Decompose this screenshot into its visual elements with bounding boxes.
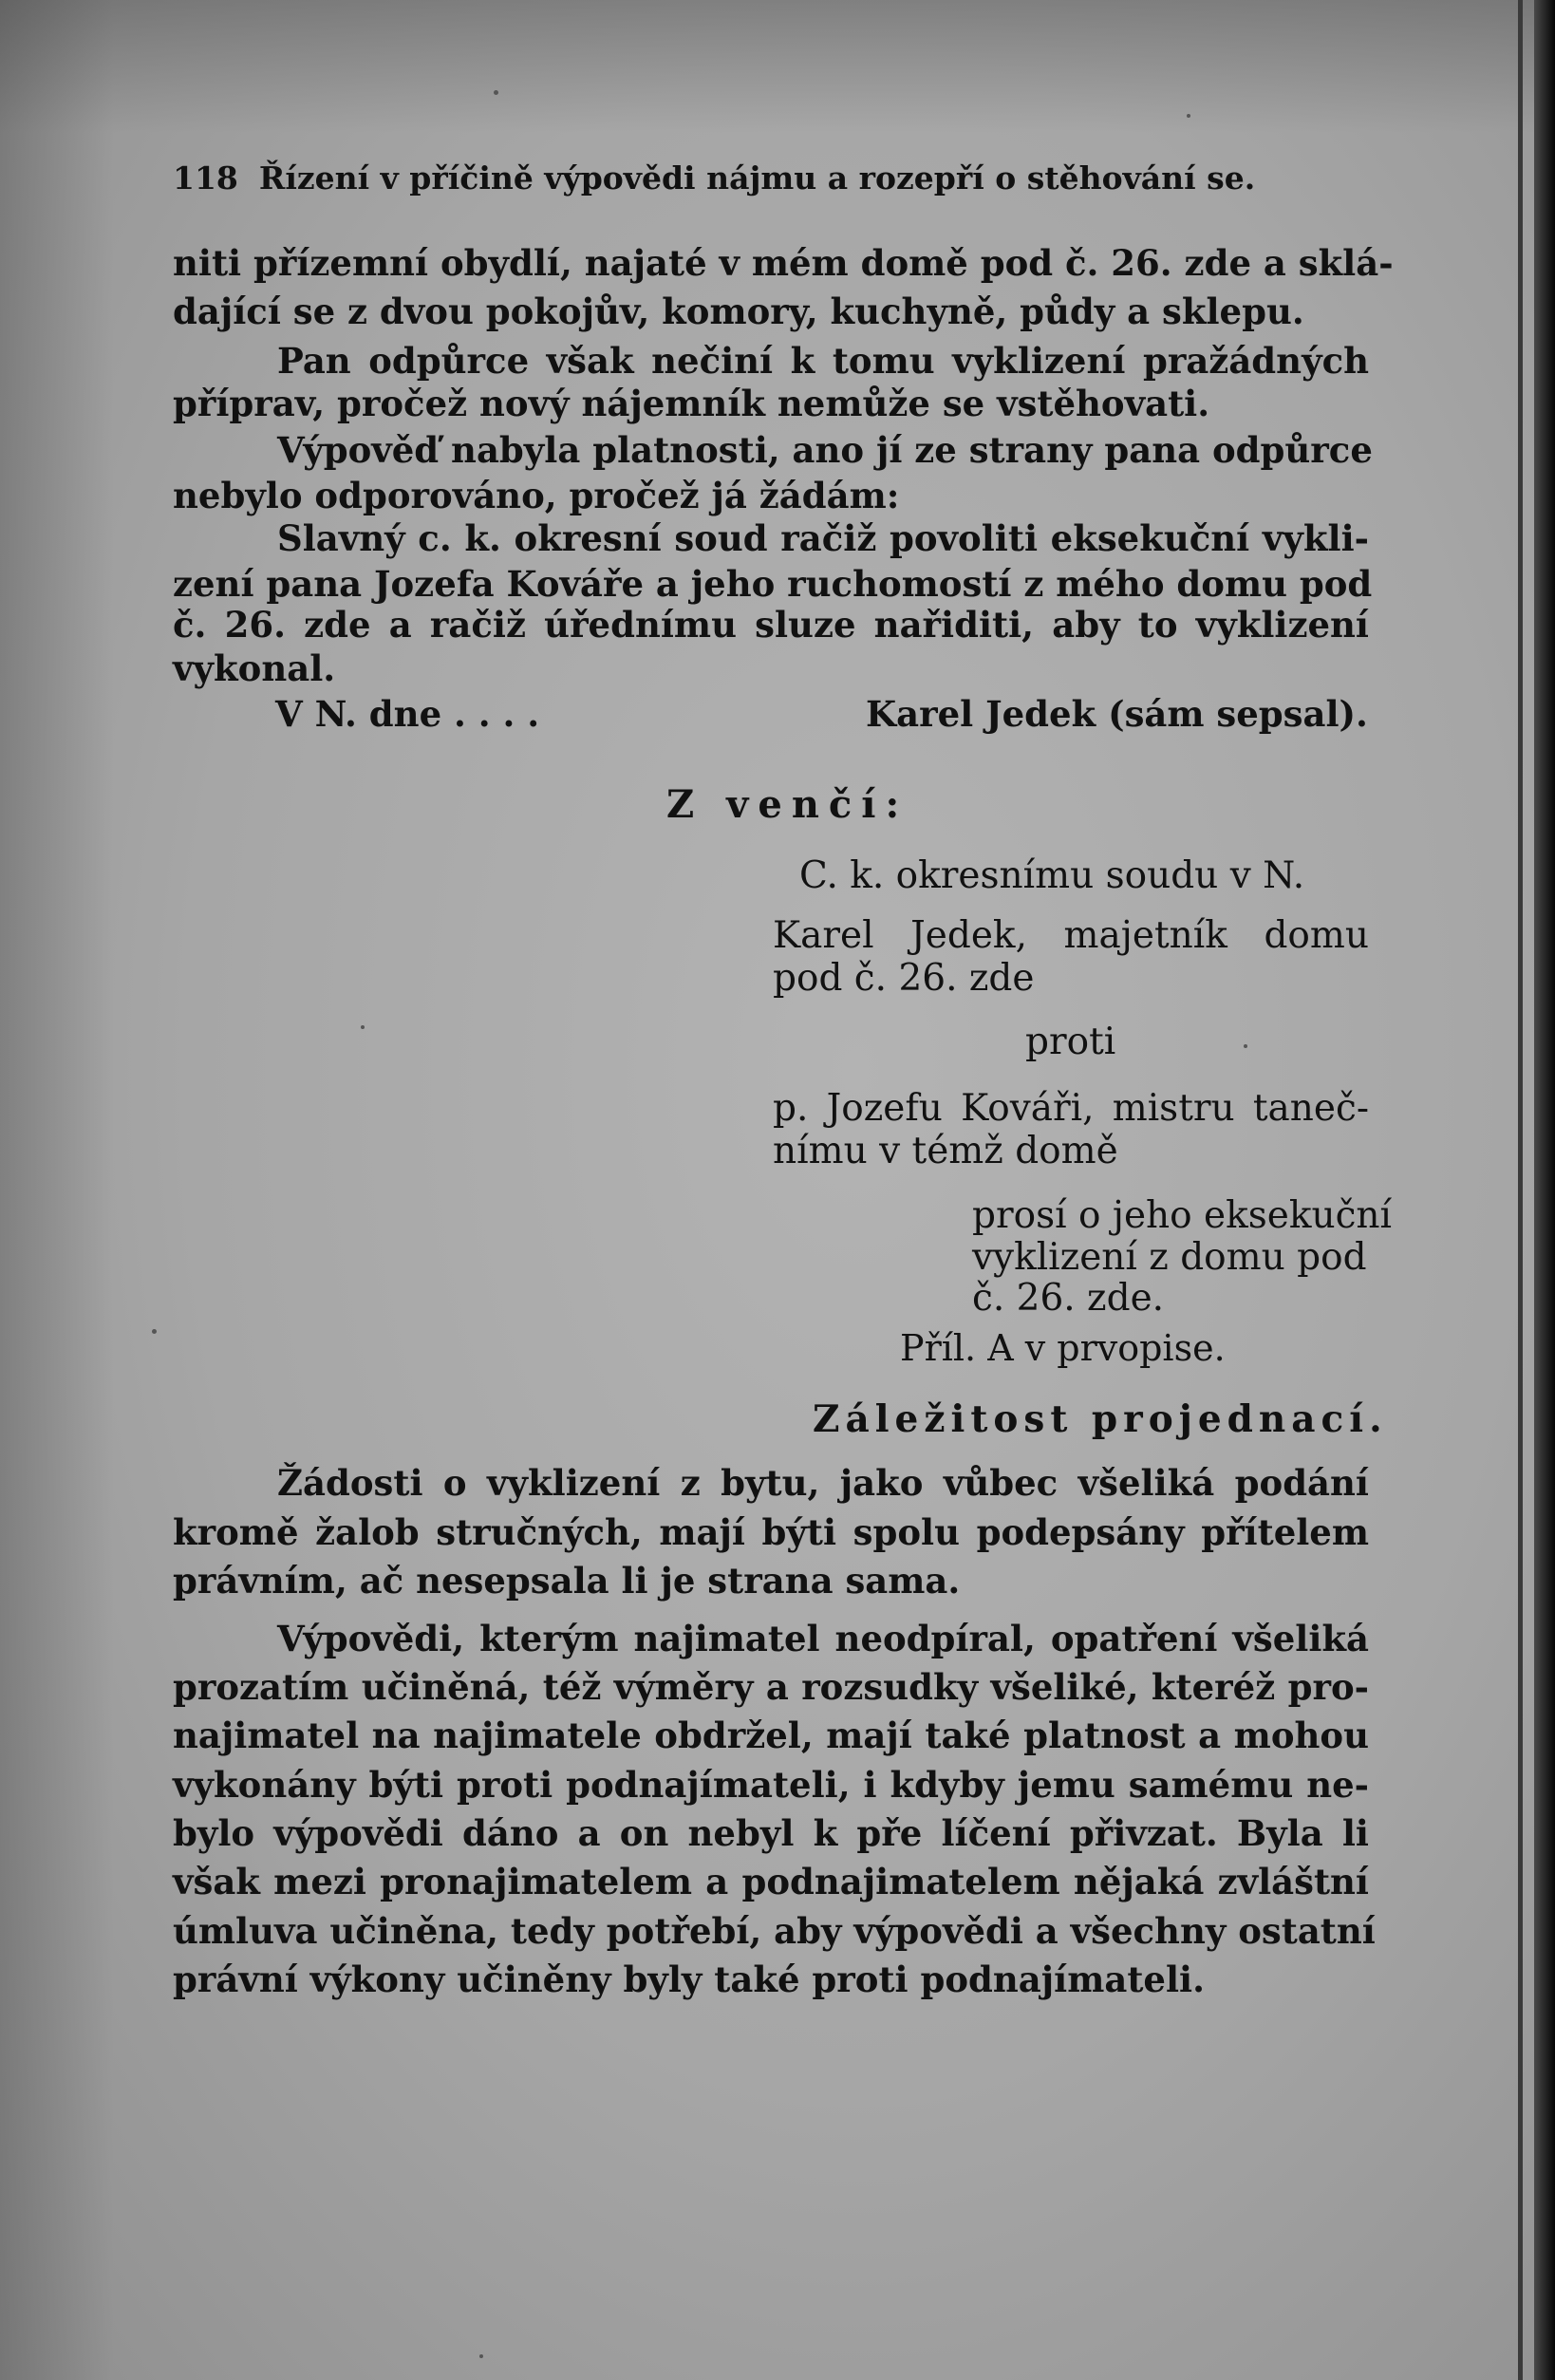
court-address: C. k. okresnímu soudu v N.	[799, 854, 1305, 897]
request-line: č. 26. zde.	[972, 1277, 1165, 1320]
section-heading: Záležitost projednací.	[813, 1397, 1388, 1441]
text-line: dající se z dvou pokojův, komory, kuchyně, půdy a sklepu.	[173, 290, 1304, 332]
scan-speck	[361, 1025, 365, 1029]
scan-edge-line	[1518, 0, 1523, 2380]
text-line: Žádosti o vyklizení z bytu, jako vůbec všeliká podání	[277, 1462, 1369, 1504]
text-line: najimatel na najimatele obdržel, mají také platnost a mohou	[173, 1715, 1369, 1756]
place-date: V N. dne . . . .	[275, 693, 540, 735]
scan-speck	[479, 2354, 483, 2358]
defendant-line: p. Jozefu Kováři, mistru taneč-	[773, 1087, 1369, 1130]
text-line: vykonány býti proti podnajímateli, i kdyby jemu samému ne-	[173, 1764, 1369, 1806]
text-line: kromě žalob stručných, mají býti spolu podepsány přítelem	[173, 1511, 1369, 1553]
signature-name: Karel Jedek (sám sepsal).	[866, 693, 1368, 735]
text-line: příprav, pročež nový nájemník nemůže se vstěhovati.	[173, 383, 1210, 424]
text-line: Výpověď nabyla platnosti, ano jí ze strany pana odpůrce	[277, 429, 1373, 471]
plaintiff-line: pod č. 26. zde	[773, 957, 1035, 1000]
outside-heading: Z venčí:	[666, 782, 909, 827]
request-line: vyklizení z domu pod	[972, 1236, 1367, 1279]
plaintiff-line: Karel Jedek, majetník domu	[773, 914, 1369, 957]
text-line: úmluva učiněna, tedy potřebí, aby výpovědi a všechny ostatní	[173, 1910, 1376, 1952]
request-line: prosí o jeho eksekuční	[972, 1194, 1393, 1237]
scan-speck	[1244, 1044, 1247, 1048]
scan-speck	[152, 1329, 157, 1334]
scan-edge-dark	[1534, 0, 1555, 2380]
text-line: Pan odpůrce však nečiní k tomu vyklizení pražádných	[277, 340, 1369, 382]
scan-shadow-left	[0, 0, 114, 2380]
text-line: niti přízemní obydlí, najaté v mém domě pod č. 26. zde a sklá-	[173, 242, 1394, 284]
text-line: č. 26. zde a račiž úřednímu sluze nařiditi, aby to vyklizení	[173, 604, 1369, 646]
attachment-note: Příl. A v prvopise.	[900, 1327, 1226, 1369]
text-line: Výpovědi, kterým najimatel neodpíral, opatření všeliká	[277, 1618, 1369, 1659]
scan-shadow-top	[0, 0, 1555, 133]
text-line: Slavný c. k. okresní soud račiž povoliti eksekuční vykli-	[277, 517, 1369, 559]
text-line: bylo výpovědi dáno a on nebyl k pře líčení přivzat. Byla li	[173, 1812, 1369, 1854]
text-line: právním, ač nesepsala li je strana sama.	[173, 1560, 961, 1602]
defendant-line: nímu v témž domě	[773, 1130, 1118, 1172]
text-line: prozatím učiněná, též výměry a rozsudky všeliké, kteréž pro-	[173, 1666, 1369, 1708]
scan-speck	[1187, 114, 1190, 118]
text-line: však mezi pronajimatelem a podnajimatelem nějaká zvláštní	[173, 1861, 1369, 1902]
running-title: Řízení v příčině výpovědi nájmu a rozepří o stěhování se.	[258, 159, 1256, 197]
scan-speck	[494, 90, 498, 95]
text-line: zení pana Jozefa Kováře a jeho ruchomostí z mého domu pod	[173, 563, 1373, 605]
text-line: vykonal.	[173, 647, 336, 689]
page-number: 118	[173, 159, 238, 197]
against-label: proti	[1025, 1021, 1116, 1063]
text-line: právní výkony učiněny byly také proti podnajímateli.	[173, 1958, 1205, 2000]
running-header	[173, 159, 1255, 197]
text-line: nebylo odporováno, pročež já žádám:	[173, 475, 900, 516]
